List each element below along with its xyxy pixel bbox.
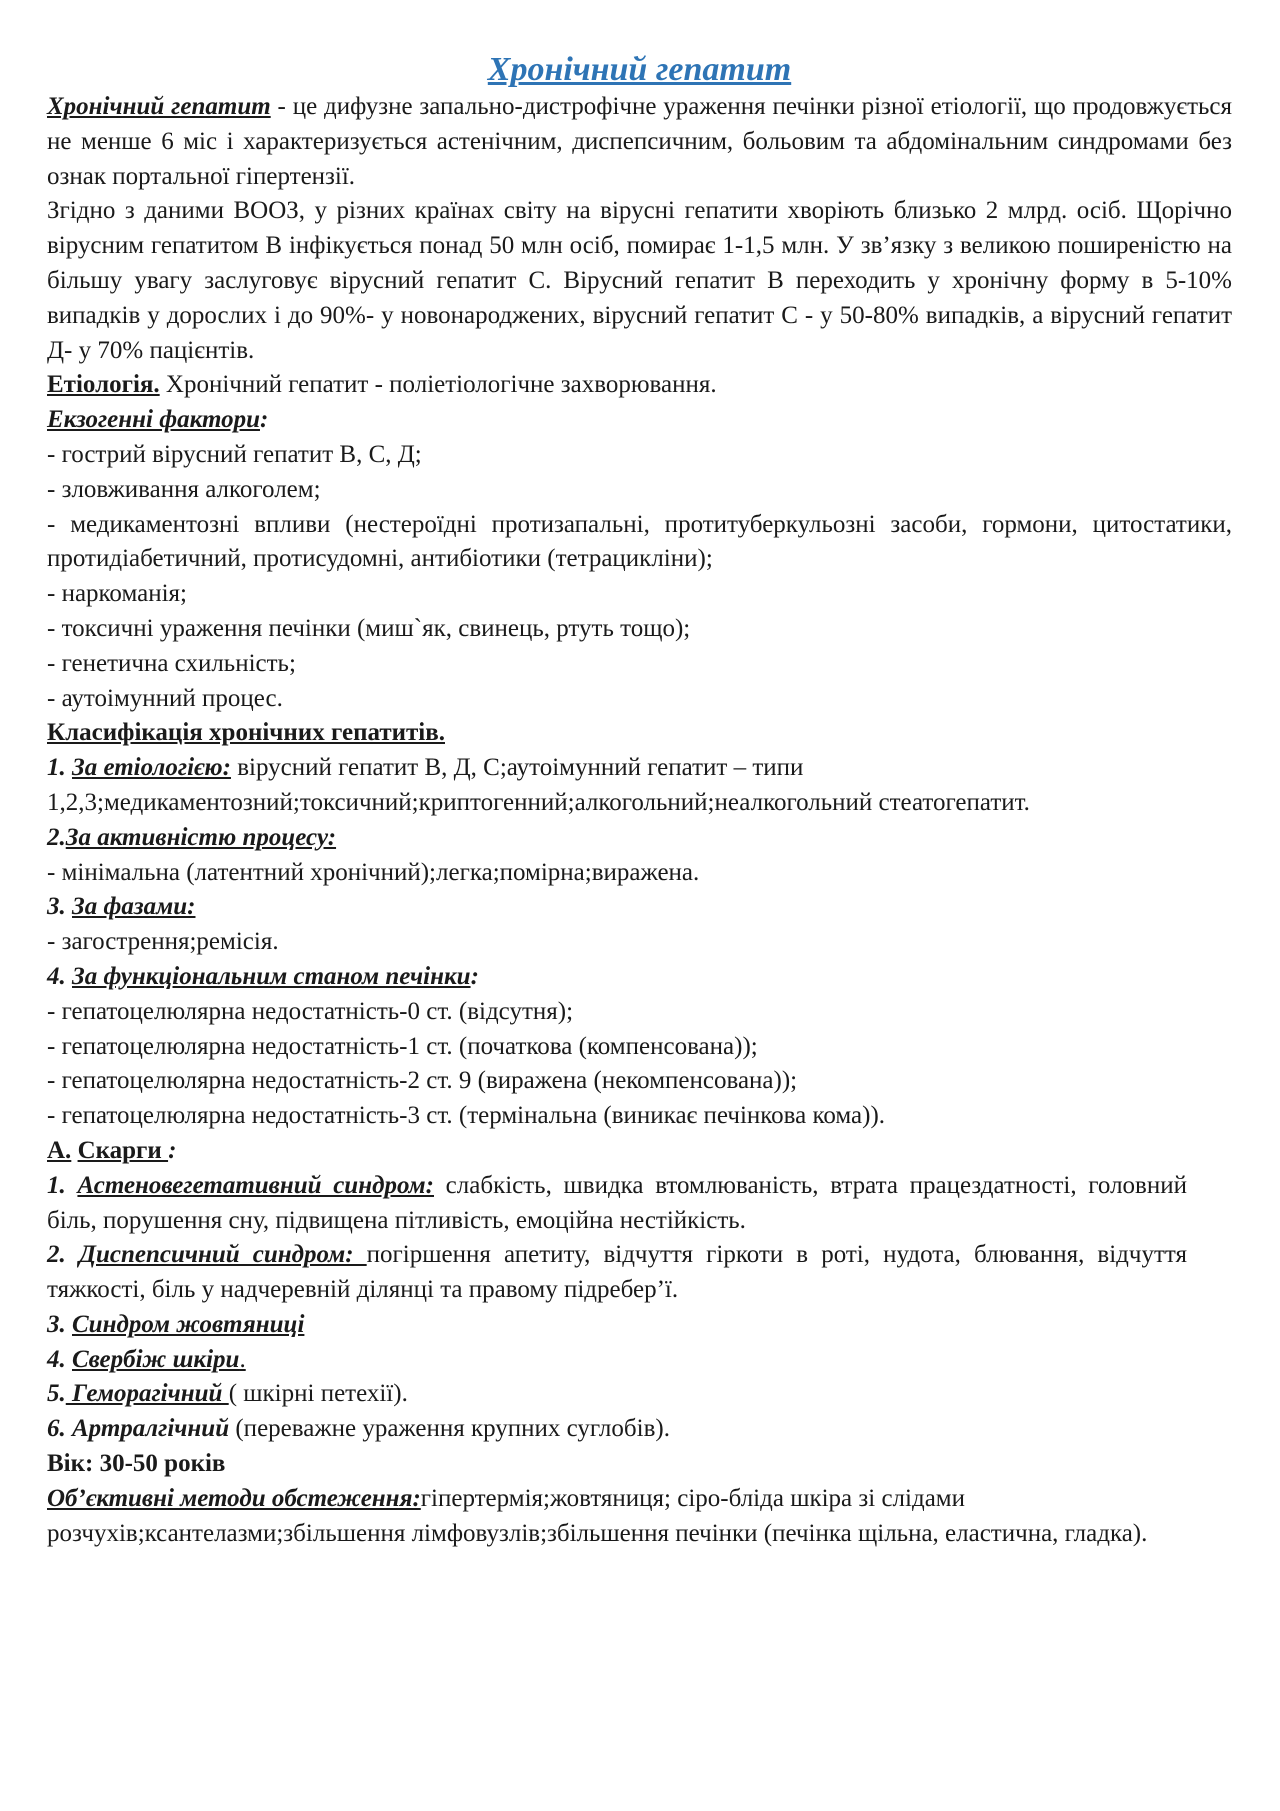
definition-term: Хронічний гепатит (47, 93, 271, 120)
classification-etiology-text: вірусний гепатит В, Д, С;аутоімунний гепатит – типи 1,2,3;медикаментозний;токсичний;криптогенний;алкогольний;неалкогольний стеатогепатит. (47, 754, 1030, 816)
exogenous-item: - зловживання алкоголем; (47, 475, 321, 503)
classification-function-colon: : (470, 962, 479, 990)
complaint-hemorrhagic-text: ( шкірні петехії). (228, 1380, 408, 1408)
classification-function-item: - гепатоцелюлярна недостатність-1 ст. (початкова (компенсована)); (47, 1032, 758, 1060)
exogenous-item: - генетична схильність; (47, 649, 296, 677)
etiology-text: Хронічний гепатит - поліетіологічне захворювання. (159, 371, 717, 399)
complaints-colon: : (168, 1136, 177, 1164)
exogenous-item: - наркоманія; (47, 580, 187, 608)
definition-paragraph (47, 90, 1232, 194)
complaint-arthralgic-num: 6. (47, 1415, 72, 1443)
exogenous-item: - медикаментозні впливи (нестероїдні протизапальні, протитуберкульозні засоби, гормони, цитостатики, протидіабетичний, протисудомні, антибіотики (тетрацикліни); (47, 510, 1232, 573)
classification-etiology-num: 1. (47, 754, 72, 782)
complaint-dyspeptic-text: погіршення апетиту, відчуття гіркоти в роті, нудота, блювання, відчуття тяжкості, біль у надчеревній ділянці та правому підребер’ї. (47, 1241, 1188, 1304)
classification-activity-text: - мінімальна (латентний хронічний);легка;помірна;виражена. (47, 858, 700, 886)
complaint-dyspeptic-num: 2. (47, 1241, 79, 1269)
complaint-itch-num: 4. (47, 1345, 72, 1373)
classification-etiology (47, 751, 1082, 821)
classification-etiology-label: За етіологією: (72, 754, 231, 782)
complaint-arthralgic-text: (переважне ураження крупних суглобів). (229, 1415, 670, 1443)
classification-phase-label: За фазами: (72, 893, 196, 921)
classification-phase-heading (47, 890, 1232, 925)
complaint-itch-label: Свербіж шкіри (72, 1345, 240, 1373)
exogenous-heading (47, 403, 1232, 438)
exogenous-item: - гострий вірусний гепатит В, С, Д; (47, 440, 422, 468)
complaint-asthenic-num: 1. (47, 1171, 78, 1199)
classification-function-item: - гепатоцелюлярна недостатність-3 ст. (термінальна (виникає печінкова кома)). (47, 1102, 886, 1130)
complaint-jaundice-num: 3. (47, 1310, 72, 1338)
complaint-arthralgic-label: Артралгічний (72, 1415, 230, 1443)
complaint-hemorrhagic (47, 1377, 1232, 1412)
classification-phase-text: - загострення;ремісія. (47, 928, 279, 956)
classification-activity-num: 2. (47, 823, 66, 851)
exogenous-colon: : (259, 406, 269, 434)
complaint-itch-dot: . (239, 1345, 246, 1373)
etiology-paragraph (47, 368, 1232, 403)
classification-function-item: - гепатоцелюлярна недостатність-2 ст. 9 (виражена (некомпенсована)); (47, 1067, 798, 1095)
complaint-asthenic (47, 1169, 1187, 1239)
age-line: Вік: 30-50 років (47, 1450, 226, 1478)
classification-activity-label: За активністю процесу: (65, 823, 337, 851)
classification-activity-heading (47, 821, 1232, 856)
complaint-jaundice-label: Синдром жовтяниці (72, 1310, 305, 1338)
complaint-dyspeptic-label: Диспепсичний синдром: (78, 1241, 367, 1269)
exogenous-label: Екзогенні фактори (47, 406, 260, 434)
epidemiology-paragraph: Згідно з даними ВООЗ, у різних країнах світу на вірусні гепатити хворіють близько 2 млрд. осіб. Щорічно вірусним гепатитом В інфікується понад 50 млн осіб, помирає 1-1,5 млн. У зв’язку з великою поширеністю на більшу увагу заслуговує вірусний гепатит С. Вірусний гепатит В переходить у хронічну форму в 5-10% випадків у дорослих і до 90%- у новонароджених, вірусний гепатит С - у 50-80% випадків, а вірусний гепатит Д- у 70% пацієнтів. (47, 197, 1232, 364)
exogenous-item: - токсичні ураження печінки (миш`як, свинець, ртуть тощо); (47, 614, 691, 642)
complaint-dyspeptic (47, 1238, 1187, 1308)
classification-function-num: 4. (47, 962, 72, 990)
complaint-hemorrhagic-label: Геморагічний (65, 1380, 229, 1408)
complaints-heading (47, 1134, 1232, 1169)
complaint-itch (47, 1343, 1232, 1378)
objective-label: Об’єктивні методи обстеження: (47, 1484, 421, 1512)
classification-function-heading (47, 960, 1232, 995)
exogenous-item: - аутоімунний процес. (47, 684, 283, 712)
classification-function-label: За функціональним станом печінки (72, 962, 471, 990)
complaints-label: Скарги (77, 1136, 169, 1164)
definition-text: - це дифузне запально-дистрофічне ураження печінки різної етіології, що продовжується не менше 6 міс і характеризується астенічним, диспепсичним, больовим та абдомінальним синдромами без ознак портальної гіпертензії. (47, 93, 1232, 190)
complaint-asthenic-text: слабкість, швидка втомлюваність, втрата працездатності, головний біль, порушення сну, підвищена пітливість, емоційна нестійкість. (47, 1171, 1187, 1234)
complaint-arthralgic (47, 1412, 1232, 1447)
complaint-jaundice (47, 1308, 1232, 1343)
objective-text: гіпертермія;жовтяниця; сіро-бліда шкіра зі слідами розчухів;ксантелазми;збільшення лімфовузлів;збільшення печінки (печінка щільна, еластична, гладка). (47, 1484, 1148, 1547)
classification-heading: Класифікація хронічних гепатитів. (47, 719, 445, 747)
etiology-label: Етіологія. (47, 371, 160, 399)
complaints-letter: А. (47, 1136, 72, 1164)
document-title: Хронічний гепатит (487, 51, 792, 88)
classification-phase-num: 3. (47, 893, 72, 921)
complaint-asthenic-label: Астеновегетативний синдром: (77, 1171, 434, 1199)
objective-paragraph (47, 1482, 1152, 1552)
classification-function-item: - гепатоцелюлярна недостатність-0 ст. (відсутня); (47, 997, 574, 1025)
complaint-hemorrhagic-num: 5. (47, 1380, 66, 1408)
